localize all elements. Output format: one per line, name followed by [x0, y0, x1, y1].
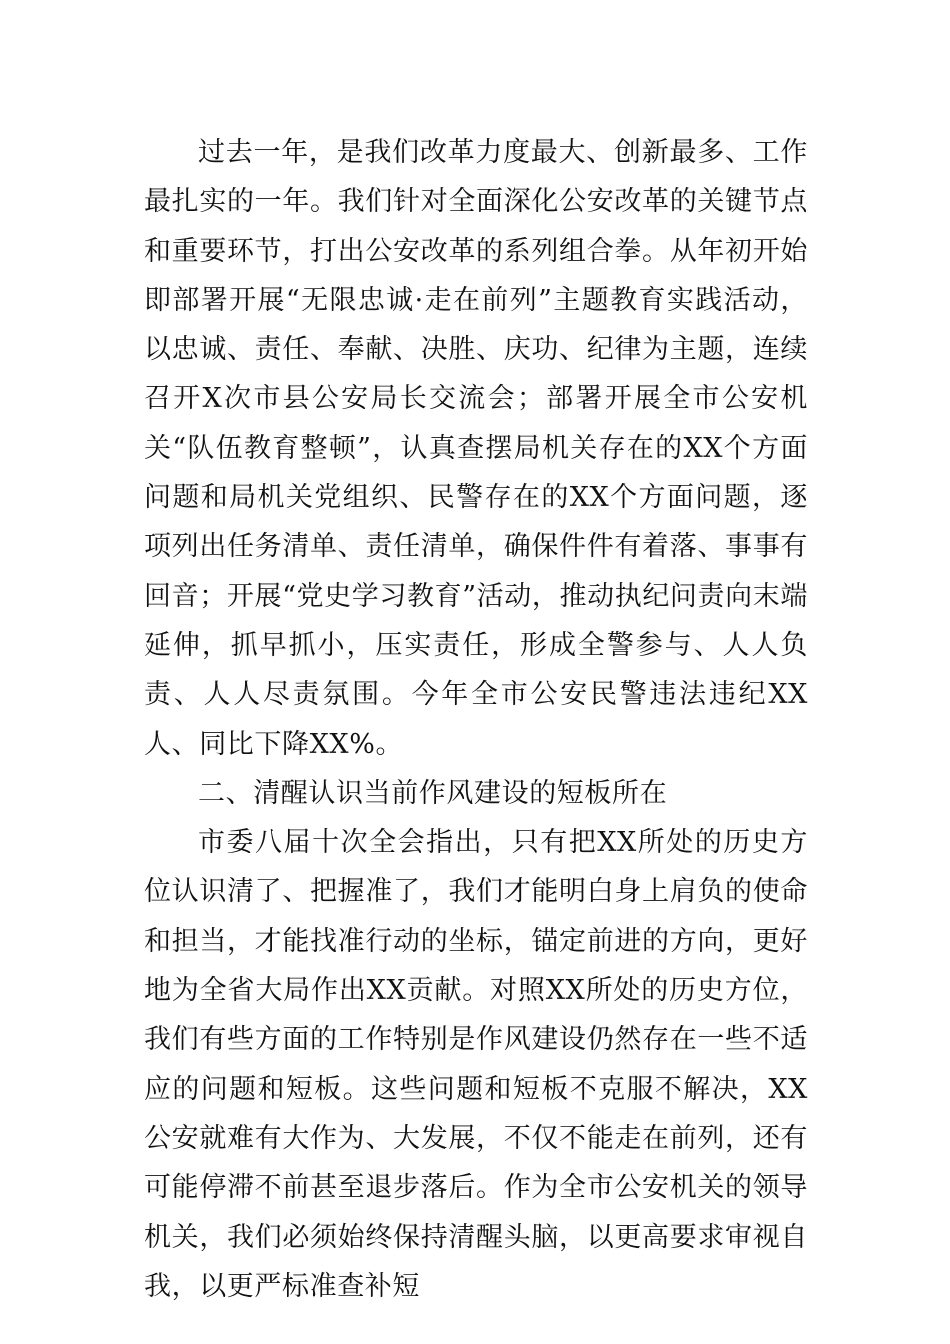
- section-heading: 二、清醒认识当前作风建设的短板所在: [198, 777, 668, 809]
- body-paragraph-1: 过去一年，是我们改革力度最大、创新最多、工作最扎实的一年。我们针对全面深化公安改革的关键节点和重要环节，打出公安改革的系列组合拳。从年初开始即部署开展“无限忠诚·走在前列”主题教育实践活动，以忠诚、责任、奉献、决胜、庆功、纪律为主题，连续召开X次市县公安局长交流会；部署开展全市公安机关“队伍教育整顿”，认真查摆局机关存在的XX个方面问题和局机关党组织、民警存在的XX个方面问题，逐项列出任务清单、责任清单，确保件件有着落、事事有回音；开展“党史学习教育”活动，推动执纪问责向末端延伸，抓早抓小，压实责任，形成全警参与、人人负责、人人尽责氛围。今年全市公安民警违法违纪XX人、同比下降XX%。: [144, 137, 808, 760]
- body-paragraph-2: 市委八届十次全会指出，只有把XX所处的历史方位认识清了、把握准了，我们才能明白身上肩负的使命和担当，才能找准行动的坐标，锚定前进的方向，更好地为全省大局作出XX贡献。对照XX所处的历史方位，我们有些方面的工作特别是作风建设仍然存在一些不适应的问题和短板。这些问题和短板不克服不解决，XX公安就难有大作为、大发展，不仅不能走在前列，还有可能停滞不前甚至退步落后。作为全市公安机关的领导机关，我们必须始终保持清醒头脑，以更高要求审视自我，以更严标准查补短: [144, 827, 808, 1302]
- document-page: [144, 128, 808, 1311]
